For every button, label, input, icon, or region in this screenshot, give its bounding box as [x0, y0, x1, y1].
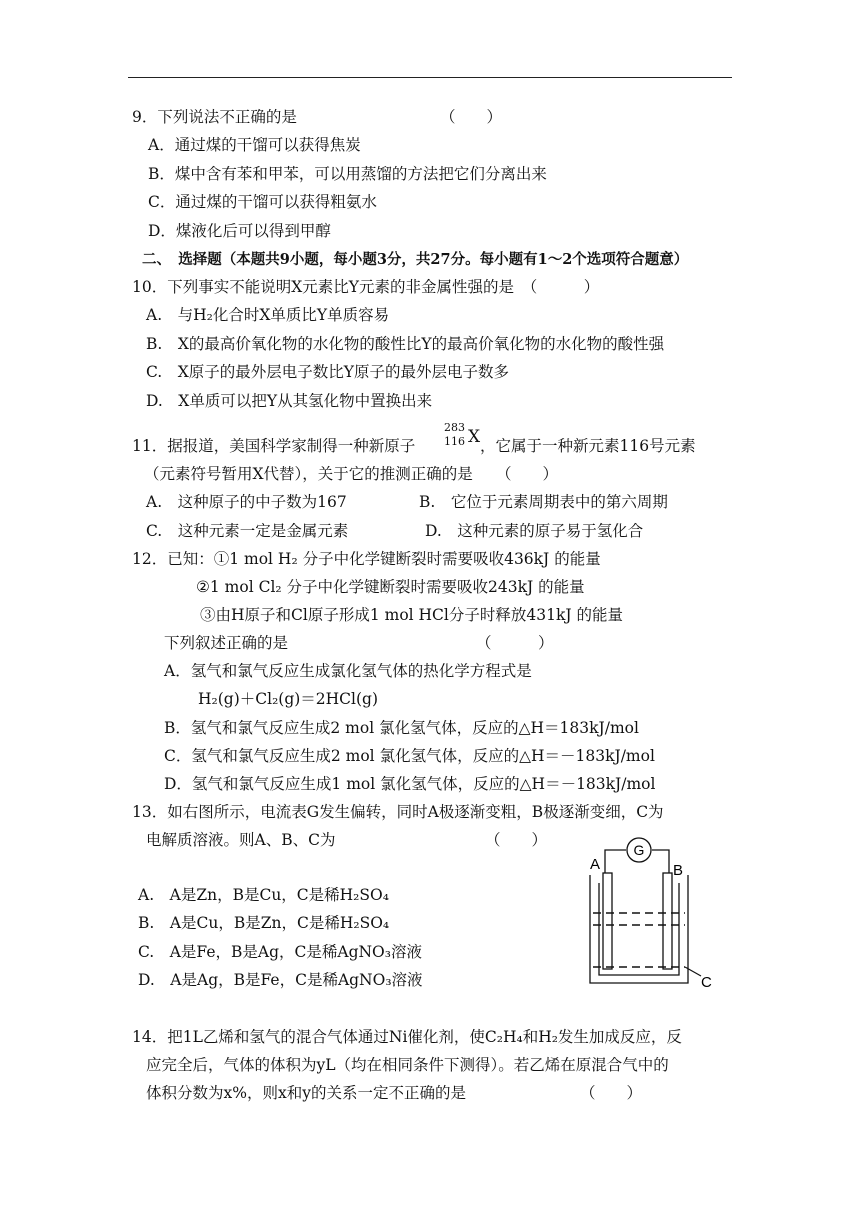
q12-option-d: D．氢气和氯气反应生成1 mol 氯化氢气体，反应的△H＝－183kJ/mol — [164, 775, 656, 793]
q13-option-d: D. A是Ag，B是Fe，C是稀AgNO₃溶液 — [138, 971, 423, 989]
electrode-b — [663, 873, 672, 969]
section-2-heading: 二、 选择题（本题共9小题，每小题3分，共27分。每小题有1～2个选项符合题意） — [142, 251, 689, 268]
q9-option-d: D．煤液化后可以得到甲醇 — [148, 222, 331, 240]
q11-stem-a: 11．据报道，美国科学家制得一种新原子 — [132, 437, 416, 455]
q13-stem: 13．如右图所示，电流表G发生偏转，同时A极逐渐变粗，B极逐渐变细，C为 — [132, 803, 664, 821]
q14-line-3: 体积分数为x%，则x和y的关系一定不正确的是 — [146, 1084, 466, 1102]
q9-option-b: B．煤中含有苯和甲苯，可以用蒸馏的方法把它们分离出来 — [148, 165, 547, 183]
q11-option-a: A. 这种原子的中子数为167 — [146, 493, 347, 511]
electrode-b-label: B — [673, 862, 684, 879]
q12-stem: 12．已知：①1 mol H₂ 分子中化学键断裂时需要吸收436kJ 的能量 — [132, 550, 601, 568]
q9-option-c: C．通过煤的干馏可以获得粗氨水 — [148, 193, 377, 211]
q11-stem-b: ，它属于一种新元素116号元素 — [480, 437, 696, 455]
q14-line-2: 应完全后，气体的体积为yL（均在相同条件下测得）。若乙烯在原混合气中的 — [146, 1056, 669, 1074]
electrode-a — [603, 873, 612, 969]
q13-answer-paren: （ ） — [485, 831, 548, 849]
galvanic-cell-diagram — [585, 835, 720, 995]
q12-given-3: ③由H原子和Cl原子形成1 mol HCl分子时释放431kJ 的能量 — [200, 606, 623, 624]
wire-left — [605, 850, 626, 873]
q11-option-d: D. 这种元素的原子易于氢化合 — [425, 522, 644, 540]
q9-option-a: A．通过煤的干馏可以获得焦炭 — [148, 136, 361, 154]
q13-option-a: A. A是Zn，B是Cu，C是稀H₂SO₄ — [138, 886, 389, 904]
solution-c-label: C — [701, 974, 712, 991]
q12-option-a-equation: H₂(g)＋Cl₂(g)＝2HCl(g) — [198, 690, 379, 708]
header-rule — [128, 77, 732, 78]
q9-stem: 9．下列说法不正确的是 — [132, 108, 297, 126]
q10-option-c: C. X原子的最外层电子数比Y原子的最外层电子数多 — [146, 363, 510, 381]
q11-option-b: B. 它位于元素周期表中的第六周期 — [419, 493, 668, 511]
wire-right — [652, 850, 669, 873]
q11-element-symbol: X — [468, 427, 481, 447]
galvanometer-label: G — [633, 842, 645, 858]
q13-option-b: B. A是Cu，B是Zn，C是稀H₂SO₄ — [138, 914, 390, 932]
q10-stem: 10．下列事实不能说明X元素比Y元素的非金属性强的是 （ ） — [132, 278, 600, 296]
q14-line-1: 14．把1L乙烯和氢气的混合气体通过Ni催化剂，使C₂H₄和H₂发生加成反应，反 — [132, 1028, 682, 1046]
q13-option-c: C. A是Fe，B是Ag，C是稀AgNO₃溶液 — [138, 943, 422, 961]
q11-stem-2: （元素符号暂用X代替），关于它的推测正确的是 （ ） — [144, 465, 559, 483]
q14-answer-paren: （ ） — [580, 1084, 643, 1102]
q12-option-c: C．氢气和氯气反应生成2 mol 氯化氢气体，反应的△H＝－183kJ/mol — [164, 747, 655, 765]
electrode-a-label: A — [590, 856, 601, 873]
q11-option-c: C. 这种元素一定是金属元素 — [146, 522, 349, 540]
q10-option-b: B. X的最高价氧化物的水化物的酸性比Y的最高价氧化物的水化物的酸性强 — [146, 335, 665, 353]
q12-answer-paren: （ ） — [476, 634, 554, 652]
q10-option-d: D. X单质可以把Y从其氢化物中置换出来 — [146, 392, 433, 410]
q11-mass-number: 283 — [444, 421, 465, 434]
q12-option-a: A．氢气和氯气反应生成氯化氢气体的热化学方程式是 — [164, 662, 532, 680]
q13-stem-2: 电解质溶液。则A、B、C为 — [146, 831, 336, 849]
q11-atomic-number: 116 — [444, 435, 465, 448]
q9-answer-paren: （ ） — [440, 108, 503, 126]
q12-given-2: ②1 mol Cl₂ 分子中化学键断裂时需要吸收243kJ 的能量 — [196, 578, 585, 596]
q12-option-b: B．氢气和氯气反应生成2 mol 氯化氢气体，反应的△H＝183kJ/mol — [164, 719, 639, 737]
q10-option-a: A. 与H₂化合时X单质比Y单质容易 — [146, 306, 390, 324]
q12-ask: 下列叙述正确的是 — [164, 634, 289, 652]
